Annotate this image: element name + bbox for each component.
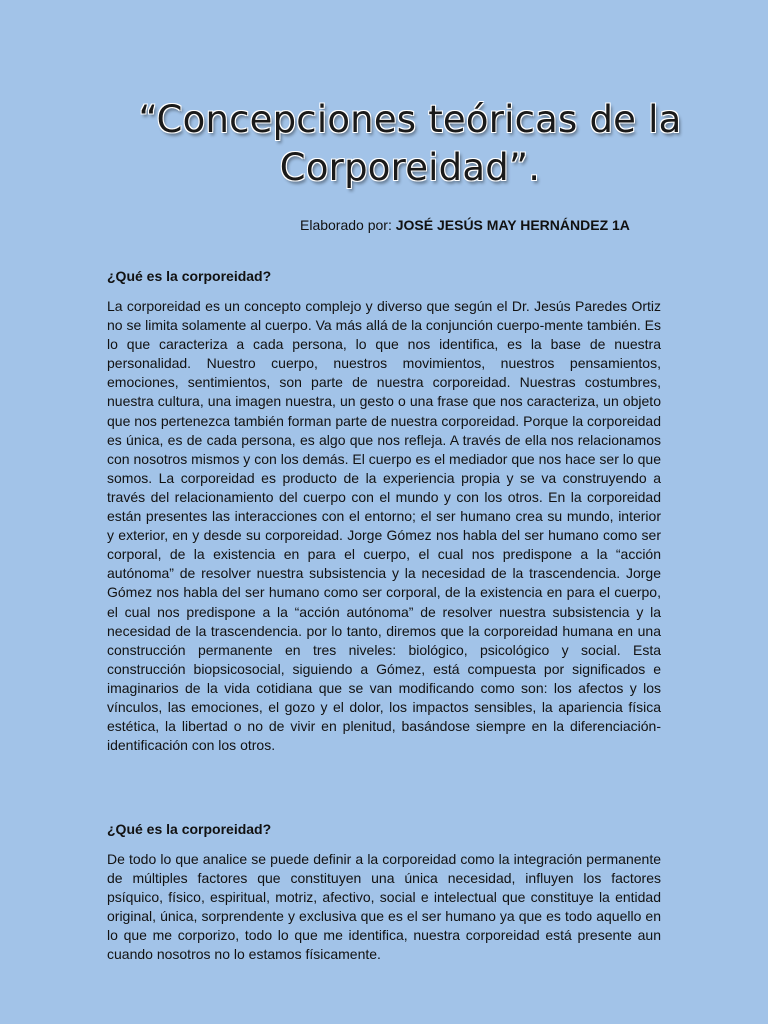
section-body: De todo lo que analice se puede definir a la corporeidad como la integración permanente de múltiples factores que constituyen una única necesidad, influyen los factores psíquico, físico, espiritual, motriz, afectivo, social e intelectual que constituye la entidad original, única, sorprendente y exclusiva que es el ser humano ya que es todo aquello en lo que me corporizo, todo lo que me identifica, nuestra corporeidad está presente aun cuando nosotros no lo estamos físicamente. bbox=[107, 851, 661, 963]
document-title: “Concepciones teóricas de la Corporeidad”. bbox=[138, 98, 682, 189]
byline bbox=[300, 217, 630, 233]
section-heading: ¿Qué es la corporeidad? bbox=[107, 268, 272, 284]
section-body: La corporeidad es un concepto complejo y diverso que según el Dr. Jesús Paredes Ortiz no se limita solamente al cuerpo. Va más allá de la conjunción cuerpo-mente también. Es lo que caracteriza a cada persona, lo que nos identifica, es la base de nuestra personalidad. Nuestro cuerpo, nuestros movimientos, nuestros pensamientos, emociones, sentimientos, son parte de nuestra corporeidad. Nuestras costumbres, nuestra cultura, una imagen nuestra, un gesto o una frase que nos caracteriza, un objeto que nos pertenezca también forman parte de nuestra corporeidad. Porque la corporeidad es única, es de cada persona, es algo que nos refleja. A través de ella nos relacionamos con nosotros mismos y con los demás. El cuerpo es el mediador que nos hace ser lo que somos. La corporeidad es producto de la experiencia propia y se va construyendo a través del relacionamiento del cuerpo con el mundo y con los otros. En la corporeidad están presentes las interacciones con el entorno; el ser humano crea su mundo, interior y exterior, en y desde su corporeidad. Jorge Gómez nos habla del ser humano como ser corporal, de la existencia en para el cuerpo, el cual nos predispone a la “acción autónoma” de resolver nuestra subsistencia y la necesidad de la trascendencia. Jorge Gómez nos habla del ser humano como ser corporal, de la existencia en para el cuerpo, el cual nos predispone a la “acción autónoma” de resolver nuestra subsistencia y la necesidad de la trascendencia. por lo tanto, diremos que la corporeidad humana en una construcción permanente en tres niveles: biológico, psicológico y social. Esta construcción biopsicosocial, siguiendo a Gómez, está compuesta por significados e imaginarios de la vida cotidiana que se van modificando como son: los afectos y los vínculos, las emociones, el gozo y el dolor, los impactos sensibles, la apariencia física estética, la libertad o no de vivir en plenitud, basándose siempre en la diferenciación-identificación con los otros. bbox=[107, 298, 661, 754]
byline-prefix: Elaborado por: bbox=[300, 217, 392, 233]
byline-author: JOSÉ JESÚS MAY HERNÁNDEZ 1A bbox=[395, 217, 630, 233]
section-heading: ¿Qué es la corporeidad? bbox=[107, 821, 272, 837]
